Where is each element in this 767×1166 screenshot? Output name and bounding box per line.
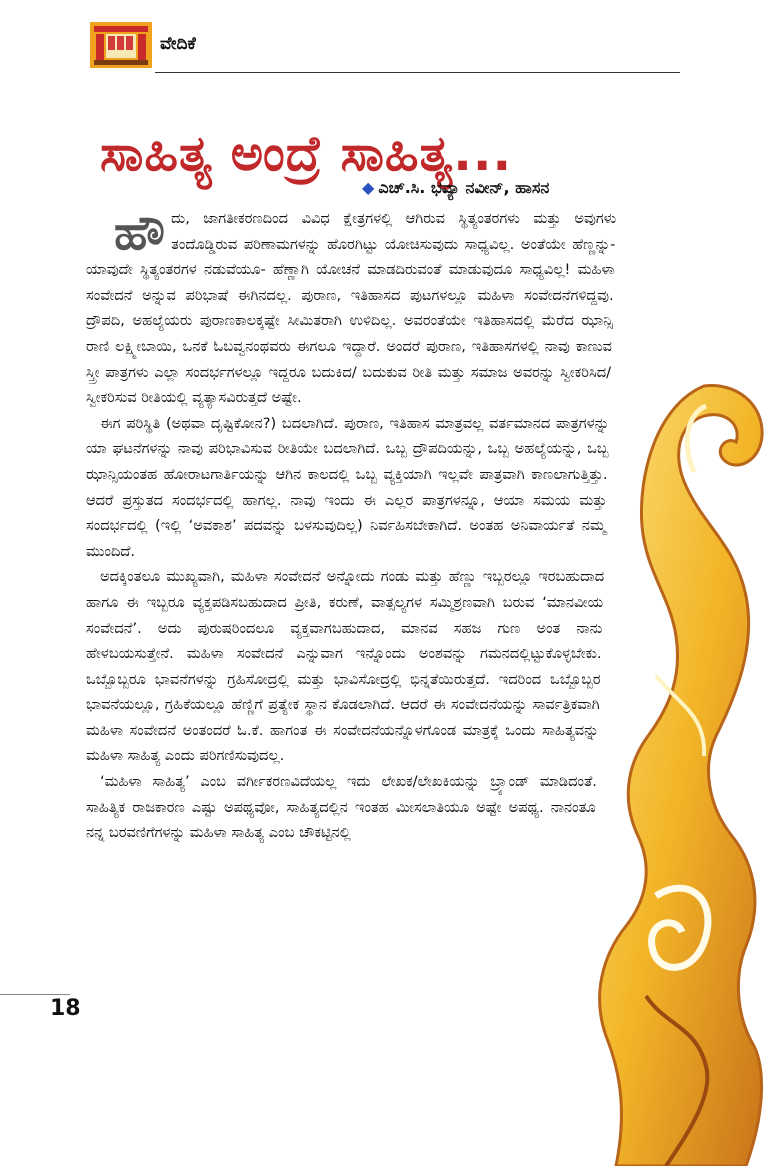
ornament-illustration	[586, 376, 767, 1166]
author-name: ಎಚ್.ಸಿ. ಭವ್ಯಾ ನವೀನ್, ಹಾಸನ	[378, 178, 550, 197]
paragraph-text: ದು, ಜಾಗತೀಕರಣದಿಂದ ವಿವಿಧ ಕ್ಷೇತ್ರಗಳಲ್ಲಿ ಆಗಿರುವ ಸ್ಥಿತ್ಯಂತರಗಳು ಮತ್ತು ಅವುಗಳು ತಂದೊಡ್ಡಿರುವ ಪರಿಣಾಮಗಳನ್ನು ಹೊರಗಿಟ್ಟು ಯೋಚಿಸುವುದು ಸಾಧ್ಯವಿಲ್ಲ. ಅಂತೆಯೇ ಹೆಣ್ಣನ್ನು- ಯಾವುದೇ ಸ್ಥಿತ್ಯಂತರಗಳ ನಡುವೆಯೂ- ಹೆಣ್ಣಾಗಿ ಯೋಚನೆ ಮಾಡದಿರುವಂತೆ ಮಾಡುವುದೂ ಸಾಧ್ಯವಿಲ್ಲ! ಮಹಿಳಾ ಸಂವೇದನೆ ಅನ್ನುವ ಪರಿಭಾಷೆ ಈಗಿನದಲ್ಲ. ಪುರಾಣ, ಇತಿಹಾಸದ ಪುಟಗಳಲ್ಲೂ ಮಹಿಳಾ ಸಂವೇದನೆಗಳಿದ್ದವು. ದ್ರೌಪದಿ, ಅಹಲ್ಯೆಯರು ಪುರಾಣಕಾಲಕ್ಕಷ್ಟೇ ಸೀಮಿತರಾಗಿ ಉಳಿದಿಲ್ಲ. ಅವರಂತೆಯೇ ಇತಿಹಾಸದಲ್ಲಿ ಮೆರೆದ ಝಾನ್ಸಿ ರಾಣಿ ಲಕ್ಷ್ಮೀಬಾಯಿ, ಒನಕೆ ಓಬವ್ವನಂಥವರು ಈಗಲೂ ಇದ್ದಾರೆ. ಅಂದರೆ ಪುರಾಣ, ಇತಿಹಾಸಗಳಲ್ಲಿ ನಾವು ಕಾಣುವ ಸ್ತ್ರೀ ಪಾತ್ರಗಳು ಎಲ್ಲಾ ಸಂದರ್ಭಗಳಲ್ಲೂ ಇದ್ದರೂ ಬದುಕಿದ/ ಬದುಕುವ ರೀತಿ ಮತ್ತು ಸಮಾಜ ಅವರನ್ನು ಸ್ವೀಕರಿಸಿದ/ಸ್ವೀಕರಿಸುವ ರೀತಿಯಲ್ಲಿ ವ್ಯತ್ಯಾಸವಿರುತ್ತದೆ ಅಷ್ಟೇ.	[86, 210, 617, 407]
article-title: ಸಾಹಿತ್ಯ ಅಂದ್ರೆ ಸಾಹಿತ್ಯ...	[100, 124, 513, 182]
article-body	[86, 206, 676, 1166]
paragraph	[86, 206, 676, 411]
stage-curtain-icon	[90, 22, 152, 68]
diamond-icon: ◆	[362, 178, 375, 197]
paragraph: ‘ಮಹಿಳಾ ಸಾಹಿತ್ಯ’ ಎಂಬ ವರ್ಗೀಕರಣವಿದೆಯಲ್ಲ ಇದು ಲೇಖಕ/ಲೇಖಕಿಯನ್ನು ಬ್ರ್ಯಾಂಡ್ ಮಾಡಿದಂತೆ. ಸಾಹಿತ್ಯಿಕ ರಾಜಕಾರಣ ಎಷ್ಟು ಅಪಥ್ಯವೋ, ಸಾಹಿತ್ಯದಲ್ಲಿನ ಇಂತಹ ಮೀಸಲಾತಿಯೂ ಅಷ್ಟೇ ಅಪಥ್ಯ. ನಾನಂತೂ ನನ್ನ ಬರವಣಿಗೆಗಳನ್ನು ಮಹಿಳಾ ಸಾಹಿತ್ಯ ಎಂಬ ಚೌಕಟ್ಟಿನಲ್ಲಿ	[86, 773, 597, 842]
byline	[362, 178, 662, 198]
drop-cap: ಹೌ	[114, 205, 166, 261]
section-label: ವೇದಿಕೆ	[160, 34, 196, 54]
paragraph: ಅದಕ್ಕಿಂತಲೂ ಮುಖ್ಯವಾಗಿ, ಮಹಿಳಾ ಸಂವೇದನೆ ಅನ್ನೋದು ಗಂಡು ಮತ್ತು ಹೆಣ್ಣು ಇಬ್ಬರಲ್ಲೂ ಇರಬಹುದಾದ ಹಾಗೂ ಈ ಇಬ್ಬರೂ ವ್ಯಕ್ತಪಡಿಸಬಹುದಾದ ಪ್ರೀತಿ, ಕರುಣೆ, ವಾತ್ಸಲ್ಯಗಳ ಸಮ್ಮಿಶ್ರಣವಾಗಿ ಬರುವ ‘ಮಾನವೀಯ ಸಂವೇದನೆ’. ಅದು ಪುರುಷರಿಂದಲೂ ವ್ಯಕ್ತವಾಗಬಹುದಾದ, ಮಾನವ ಸಹಜ ಗುಣ ಅಂತ ನಾನು ಹೇಳಬಯಸುತ್ತೇನೆ. ಮಹಿಳಾ ಸಂವೇದನೆ ಎನ್ನುವಾಗ ಇನ್ನೊಂದು ಅಂಶವನ್ನು ಗಮನದಲ್ಲಿಟ್ಟುಕೊಳ್ಳಬೇಕು. ಒಬ್ಬೊಬ್ಬರೂ ಭಾವನೆಗಳನ್ನು ಗ್ರಹಿಸೋದ್ರಲ್ಲಿ ಮತ್ತು ಭಾವಿಸೋದ್ರಲ್ಲಿ ಭಿನ್ನತೆಯಿರುತ್ತದೆ. ಇದರಿಂದ ಒಬ್ಬೊಬ್ಬರ ಭಾವನೆಯಲ್ಲೂ, ಗ್ರಹಿಕೆಯಲ್ಲೂ ಹೆಣ್ಣಿಗೆ ಪ್ರತ್ಯೇಕ ಸ್ಥಾನ ಕೊಡಲಾಗಿದೆ. ಆದರೆ ಈ ಸಂವೇದನೆಯನ್ನು ಸಾರ್ವತ್ರಿಕವಾಗಿ ಮಹಿಳಾ ಸಂವೇದನೆ ಅಂತಂದರೆ ಓ.ಕೆ. ಹಾಗಂತ ಈ ಸಂವೇದನೆಯನ್ನೊಳಗೊಂಡ ಮಾತ್ರಕ್ಕೆ ಒಂದು ಸಾಹಿತ್ಯವನ್ನು ಮಹಿಳಾ ಸಾಹಿತ್ಯ ಎಂದು ಪರಿಗಣಿಸುವುದಲ್ಲ.	[86, 568, 605, 765]
paragraph: ಈಗ ಪರಿಸ್ಥಿತಿ (ಅಥವಾ ದೃಷ್ಟಿಕೋನ?) ಬದಲಾಗಿದೆ. ಪುರಾಣ, ಇತಿಹಾಸ ಮಾತ್ರವಲ್ಲ ವರ್ತಮಾನದ ಪಾತ್ರಗಳನ್ನು ಯಾ ಘಟನೆಗಳನ್ನು ನಾವು ಪರಿಭಾವಿಸುವ ರೀತಿಯೇ ಬದಲಾಗಿದೆ. ಒಬ್ಬ ದ್ರೌಪದಿಯನ್ನು, ಒಬ್ಬ ಅಹಲ್ಯೆಯನ್ನು, ಒಬ್ಬ ಝಾನ್ಸಿಯಂತಹ ಹೋರಾಟಗಾರ್ತಿಯನ್ನು ಆಗಿನ ಕಾಲದಲ್ಲಿ ಒಬ್ಬ ವ್ಯಕ್ತಿಯಾಗಿ ಇಲ್ಲವೇ ಪಾತ್ರವಾಗಿ ಕಾಣಲಾಗುತ್ತಿತ್ತು. ಆದರೆ ಪ್ರಸ್ತುತದ ಸಂದರ್ಭದಲ್ಲಿ ಹಾಗಲ್ಲ. ನಾವು ಇಂದು ಈ ಎಲ್ಲರ ಪಾತ್ರಗಳನ್ನೂ, ಆಯಾ ಸಮಯ ಮತ್ತು ಸಂದರ್ಭದಲ್ಲಿ (ಇಲ್ಲಿ ‘ಅವಕಾಶ’ ಪದವನ್ನು ಬಳಸುವುದಿಲ್ಲ) ನಿರ್ವಹಿಸಬೇಕಾಗಿದೆ. ಅಂತಹ ಅನಿವಾರ್ಯತೆ ನಮ್ಮ ಮುಂದಿದೆ.	[86, 414, 610, 560]
header-divider	[155, 72, 680, 73]
page-number: 18	[50, 996, 81, 1021]
footer-divider	[0, 994, 70, 995]
